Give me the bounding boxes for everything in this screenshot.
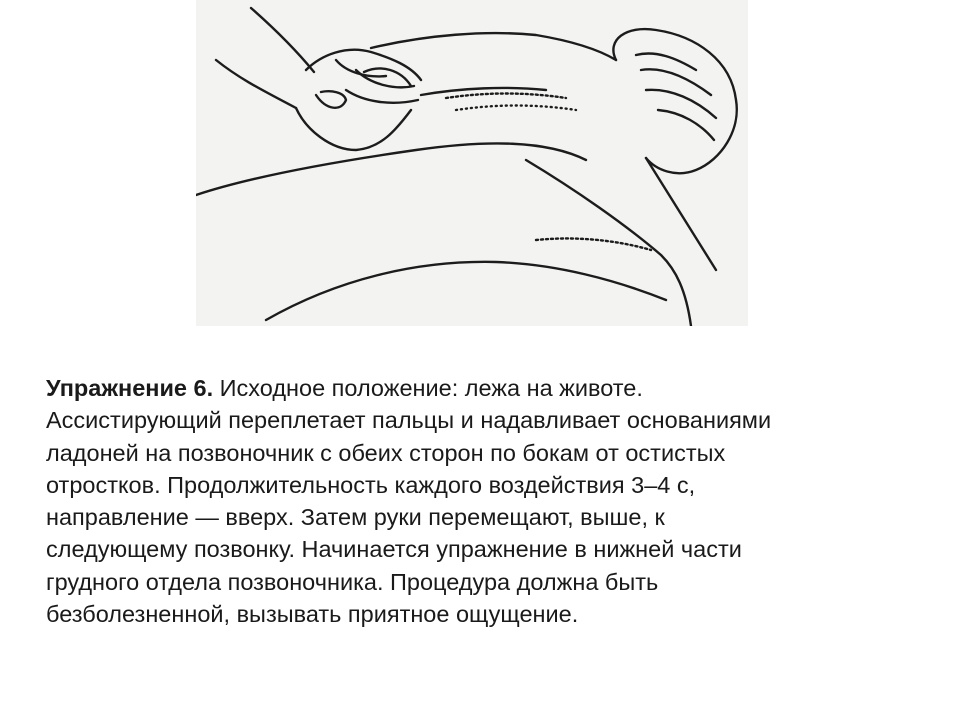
- exercise-line-2: Ассистирующий переплетает пальцы и надавливает основаниями: [46, 407, 772, 434]
- massage-illustration: [196, 0, 748, 326]
- exercise-line-7: грудного отдела позвоночника. Процедура должна быть: [46, 568, 659, 595]
- exercise-heading: Упражнение 6.: [46, 375, 214, 401]
- massage-illustration-icon: [196, 0, 748, 326]
- exercise-line-8: безболезненной, вызывать приятное ощущение.: [46, 601, 579, 628]
- exercise-line-5: направление — вверх. Затем руки перемещают, выше, к: [46, 504, 665, 531]
- exercise-line-1-text: Исходное положение: лежа на животе.: [213, 375, 643, 401]
- exercise-line-6: следующему позвонку. Начинается упражнение в нижней части: [46, 536, 742, 563]
- exercise-line-3: ладоней на позвоночник с обеих сторон по бокам от остистых: [46, 439, 726, 466]
- exercise-line-4: отростков. Продолжительность каждого воздействия 3–4 с,: [46, 471, 696, 498]
- exercise-description: [46, 372, 926, 630]
- exercise-line-1: [46, 372, 926, 404]
